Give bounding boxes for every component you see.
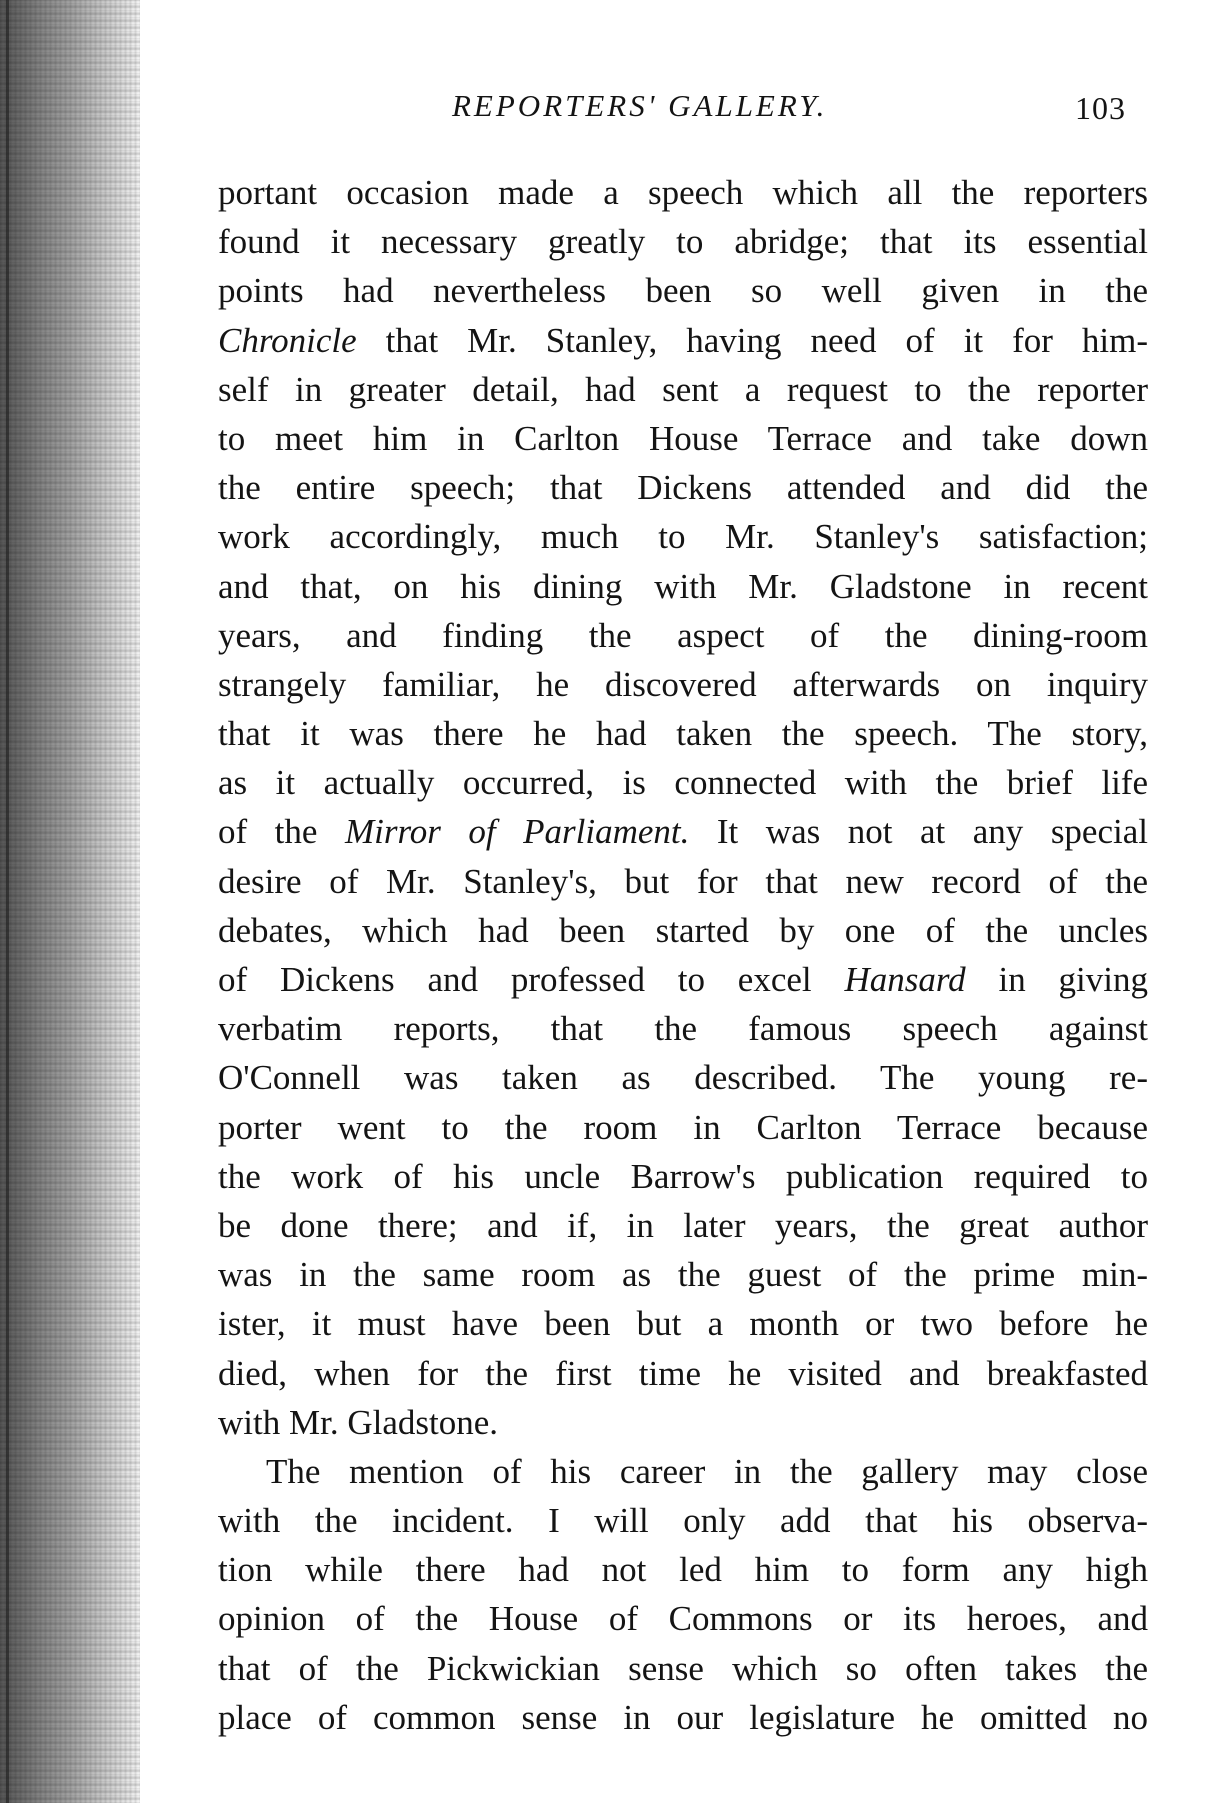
text-line: that of the Pickwickian sense which so often takes the xyxy=(218,1648,1148,1688)
text-line: with Mr. Gladstone. xyxy=(218,1402,498,1442)
text-line: work accordingly, much to Mr. Stanley's satisfaction; xyxy=(218,517,1148,557)
text-line: self in greater detail, had sent a request to the reporter xyxy=(218,369,1148,409)
text-line: debates, which had been started by one of the uncles xyxy=(218,910,1148,950)
running-title: REPORTERS' GALLERY. xyxy=(452,88,828,123)
paragraph-2 xyxy=(218,1447,1148,1742)
text-line: died, when for the first time he visited and breakfasted xyxy=(218,1353,1148,1393)
text-line: years, and finding the aspect of the dining-room xyxy=(218,615,1148,655)
binding-gutter-shadow xyxy=(0,0,140,1803)
text-line: with the incident. I will only add that his observa- xyxy=(218,1501,1148,1541)
text-run: in giving xyxy=(965,960,1148,999)
text-line: and that, on his dining with Mr. Gladstone in recent xyxy=(218,566,1148,606)
text-line: the entire speech; that Dickens attended and did the xyxy=(218,468,1148,508)
text-line: ister, it must have been but a month or two before he xyxy=(218,1304,1148,1344)
text-line: points had nevertheless been so well given in the xyxy=(218,271,1148,311)
text-line: tion while there had not led him to form any high xyxy=(218,1550,1148,1590)
text-run: of Dickens and professed to excel xyxy=(218,960,845,999)
text-line: the work of his uncle Barrow's publication required to xyxy=(218,1156,1148,1196)
italic-title-hansard: Hansard xyxy=(844,960,966,999)
text-line xyxy=(218,807,1148,856)
paragraph-1 xyxy=(218,168,1148,1447)
text-line: O'Connell was taken as described. The young re- xyxy=(218,1058,1148,1098)
text-run: It was not at any special xyxy=(689,812,1148,852)
text-line: The mention of his career in the gallery may close xyxy=(266,1451,1148,1491)
italic-title-chronicle: Chronicle xyxy=(218,320,357,360)
text-line: found it necessary greatly to abridge; that its essential xyxy=(218,222,1148,262)
text-line: was in the same room as the guest of the prime min- xyxy=(218,1255,1148,1295)
running-head xyxy=(210,88,1169,130)
text-line: portant occasion made a speech which all the reporters xyxy=(218,173,1148,212)
page-number: 103 xyxy=(1075,90,1126,126)
text-line: desire of Mr. Stanley's, but for that new record of the xyxy=(218,861,1148,901)
text-line: to meet him in Carlton House Terrace and take down xyxy=(218,418,1148,458)
text-line: porter went to the room in Carlton Terrace because xyxy=(218,1107,1148,1147)
text-line: be done there; and if, in later years, the great author xyxy=(218,1205,1148,1245)
text-line: strangely familiar, he discovered afterwards on inquiry xyxy=(218,664,1148,704)
page-body xyxy=(218,168,1148,1742)
text-line: place of common sense in our legislature he omitted no xyxy=(218,1697,1148,1737)
binding-edge-line xyxy=(6,0,9,1803)
text-line: as it actually occurred, is connected with the brief life xyxy=(218,763,1148,803)
text-line xyxy=(218,316,1148,365)
italic-title-mirror: Mirror of Parliament. xyxy=(344,812,690,852)
text-line xyxy=(218,955,1148,1004)
text-line: verbatim reports, that the famous speech against xyxy=(218,1009,1148,1049)
text-run: of the xyxy=(218,812,345,852)
text-run: that Mr. Stanley, having need of it for him- xyxy=(356,320,1148,360)
text-line: that it was there he had taken the speech. The story, xyxy=(218,714,1148,754)
text-line: opinion of the House of Commons or its heroes, and xyxy=(218,1599,1148,1639)
